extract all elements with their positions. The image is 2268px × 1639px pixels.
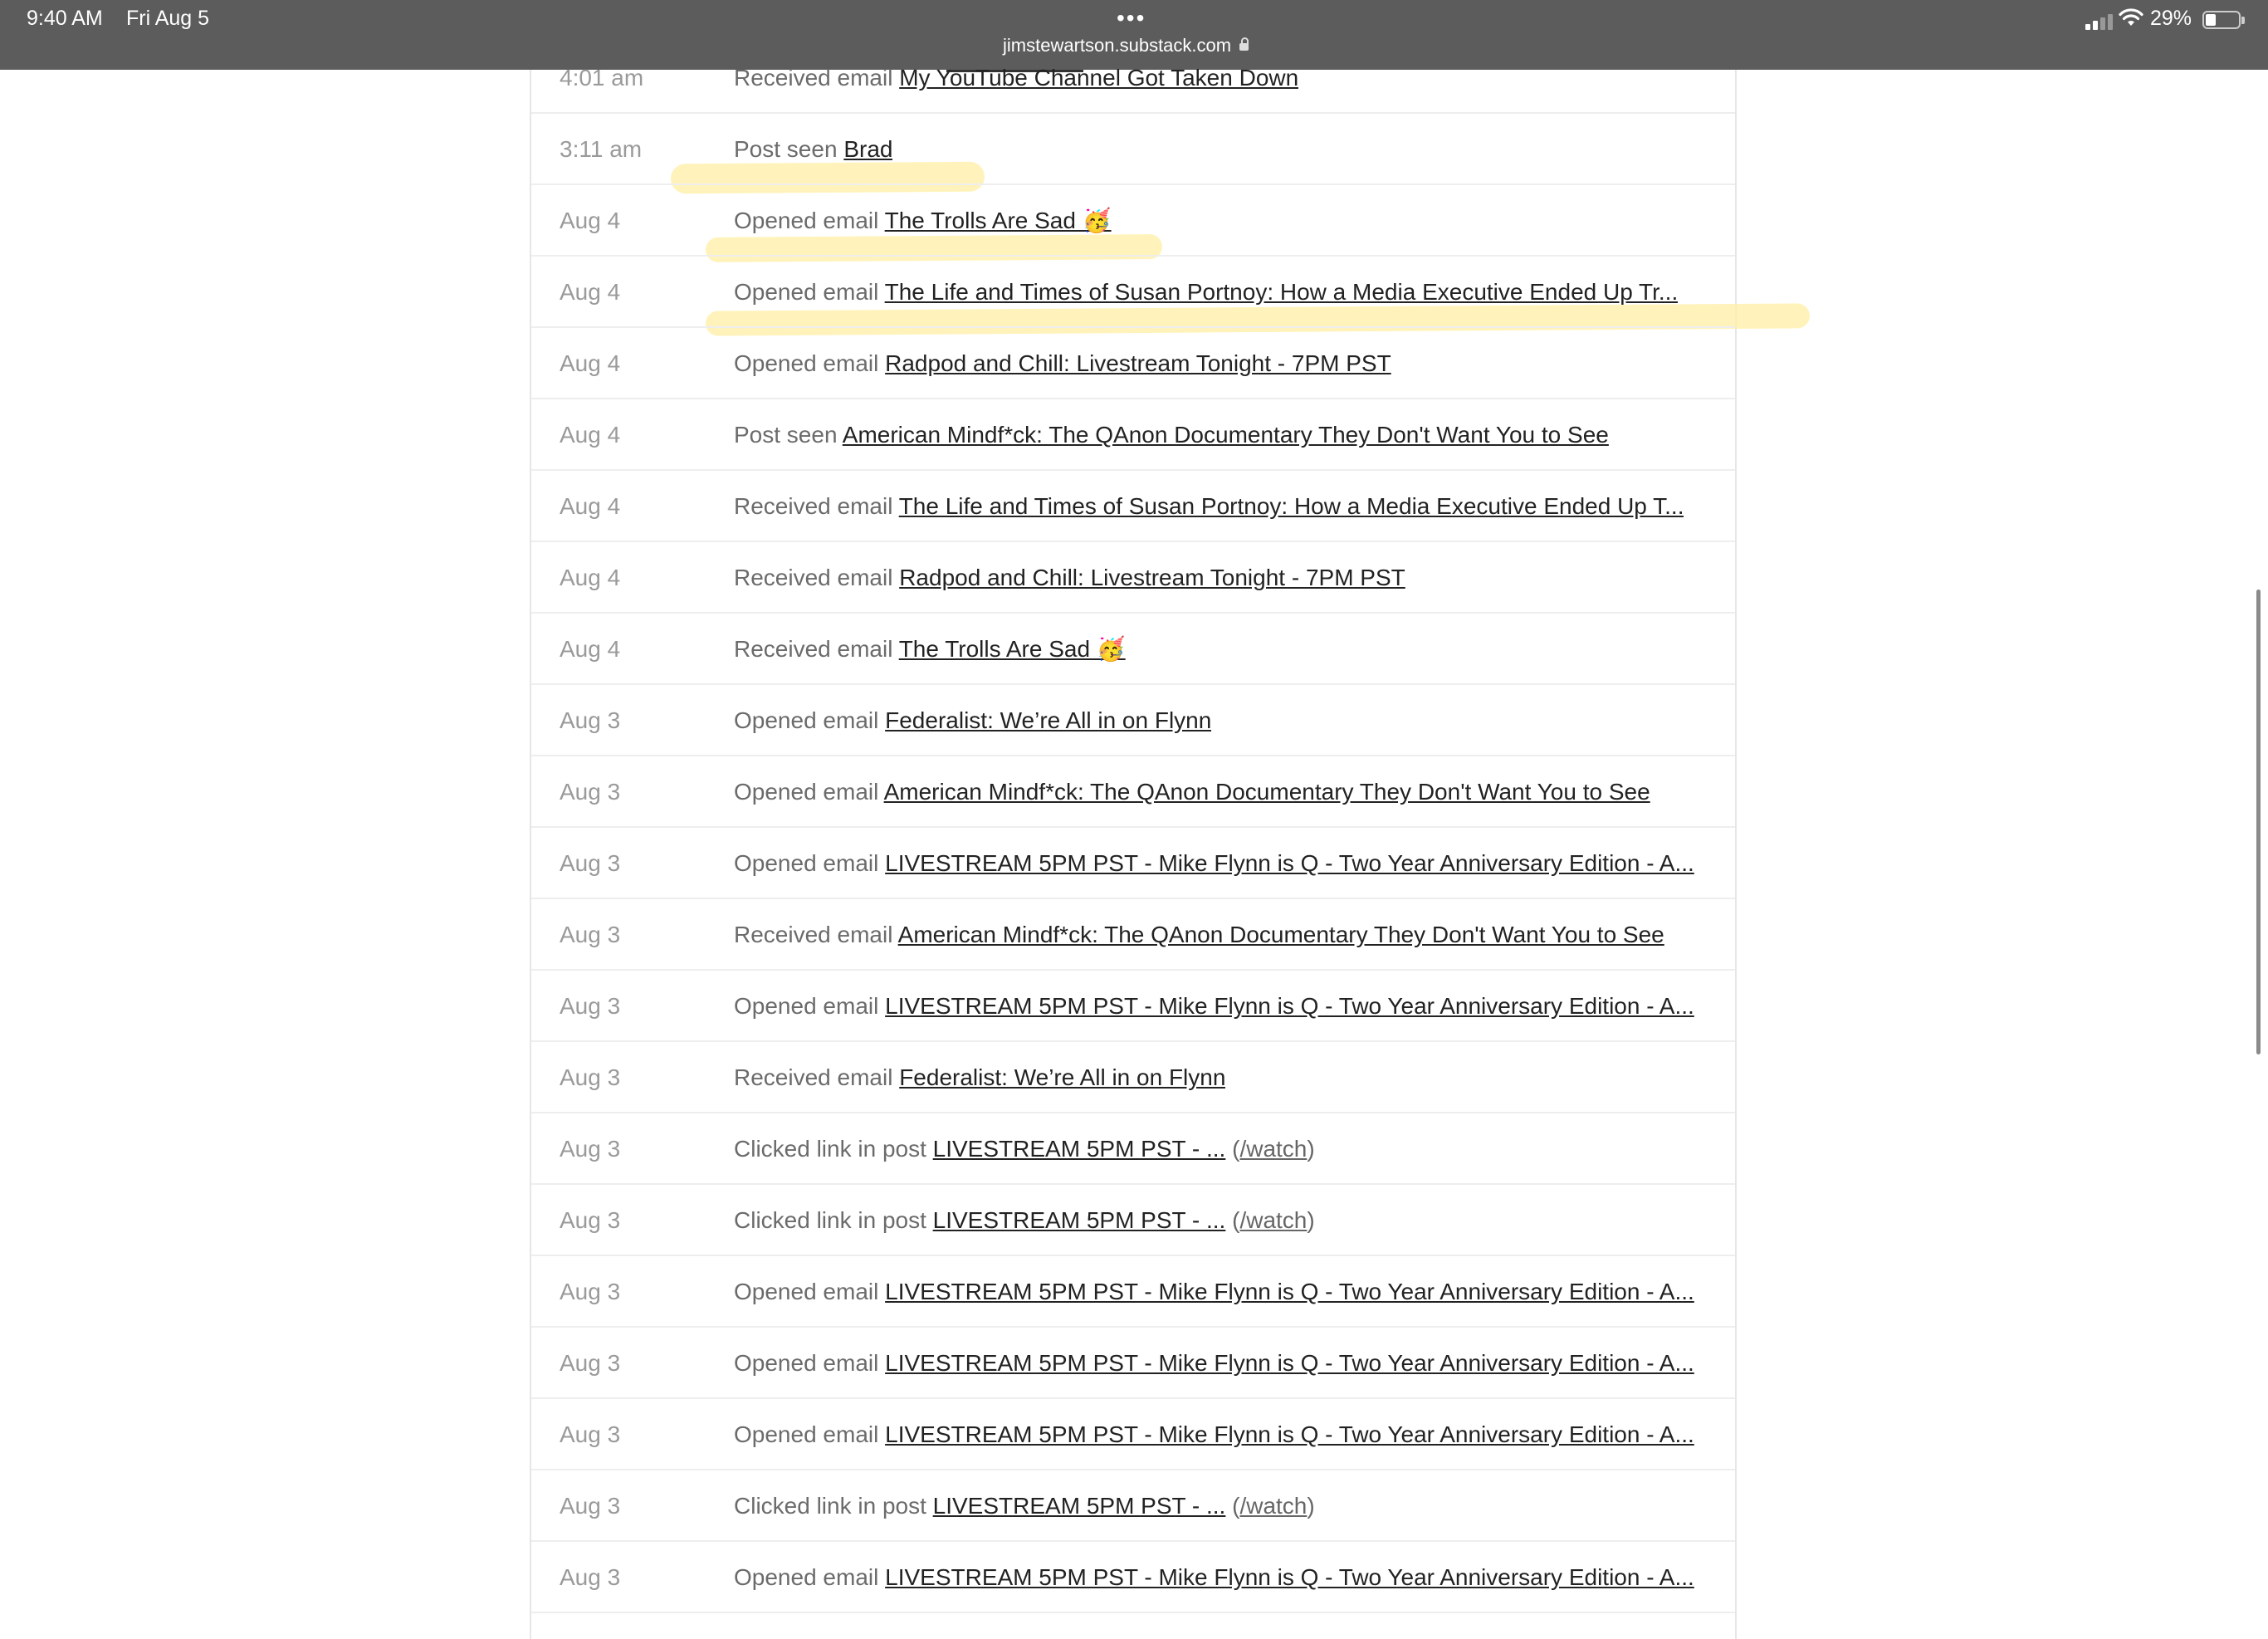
cellular-signal-icon — [2085, 13, 2114, 30]
activity-description — [734, 114, 892, 185]
activity-date: Aug 4 — [560, 636, 621, 662]
activity-date: Aug 3 — [560, 1279, 621, 1304]
activity-row — [531, 185, 1735, 257]
activity-action: Received email — [734, 493, 893, 519]
activity-date: Aug 3 — [560, 1064, 621, 1090]
activity-date: Aug 4 — [560, 493, 621, 519]
activity-description — [734, 971, 1694, 1042]
activity-date: Aug 3 — [560, 993, 621, 1019]
activity-action: Clicked link in post — [734, 1136, 926, 1162]
wifi-icon — [2119, 8, 2143, 28]
activity-row — [531, 899, 1735, 971]
activity-row — [531, 471, 1735, 542]
activity-title-link[interactable]: LIVESTREAM 5PM PST - Mike Flynn is Q - Two Year Anniversary Edition - A... — [885, 993, 1694, 1019]
activity-row — [531, 1328, 1735, 1399]
activity-row — [531, 328, 1735, 399]
activity-row — [531, 114, 1735, 185]
activity-date: Aug 4 — [560, 350, 621, 376]
activity-description — [734, 828, 1694, 899]
scrollbar[interactable] — [2256, 590, 2261, 1054]
status-time: 9:40 AM — [27, 7, 103, 30]
activity-row — [531, 971, 1735, 1042]
activity-description — [734, 1185, 1315, 1256]
status-date: Fri Aug 5 — [126, 7, 210, 30]
activity-date: Aug 3 — [560, 1207, 621, 1233]
battery-icon — [2202, 11, 2241, 29]
activity-action: Opened email — [734, 707, 879, 733]
activity-description — [734, 257, 1678, 328]
activity-action: Opened email — [734, 993, 879, 1019]
activity-action: Received email — [734, 922, 893, 947]
activity-date: Aug 3 — [560, 1421, 621, 1447]
activity-title-link[interactable]: Federalist: We’re All in on Flynn — [885, 707, 1212, 733]
activity-date: Aug 4 — [560, 565, 621, 590]
activity-date: Aug 3 — [560, 779, 621, 805]
activity-description — [734, 756, 1650, 828]
activity-row — [531, 542, 1735, 614]
activity-description — [734, 1256, 1694, 1328]
activity-title-link[interactable]: My YouTube Channel Got Taken Down — [899, 65, 1299, 91]
activity-action: Opened email — [734, 1350, 879, 1376]
activity-description — [734, 1113, 1315, 1185]
activity-description — [734, 1042, 1225, 1113]
activity-action: Opened email — [734, 1564, 879, 1590]
activity-description — [734, 542, 1405, 614]
activity-title-link[interactable]: LIVESTREAM 5PM PST - Mike Flynn is Q - Two Year Anniversary Edition - A... — [885, 850, 1694, 876]
activity-row — [531, 399, 1735, 471]
link-path-value[interactable]: /watch — [1239, 1136, 1308, 1162]
activity-action: Opened email — [734, 208, 879, 233]
activity-date: Aug 3 — [560, 1350, 621, 1376]
activity-date: Aug 3 — [560, 850, 621, 876]
activity-date: Aug 3 — [560, 1136, 621, 1162]
activity-description — [734, 685, 1211, 756]
activity-description — [734, 185, 1112, 257]
activity-title-link[interactable]: American Mindf*ck: The QAnon Documentary They Don't Want You to See — [842, 422, 1609, 448]
activity-title-link[interactable]: The Life and Times of Susan Portnoy: How a Media Executive Ended Up Tr... — [884, 279, 1679, 305]
activity-action: Clicked link in post — [734, 1207, 926, 1233]
activity-row — [531, 1399, 1735, 1470]
activity-list — [530, 65, 1737, 1639]
activity-row — [531, 1042, 1735, 1113]
activity-title-link[interactable]: LIVESTREAM 5PM PST - ... — [932, 1136, 1226, 1162]
activity-date: Aug 4 — [560, 279, 621, 305]
activity-title-link[interactable]: Federalist: We’re All in on Flynn — [899, 1064, 1226, 1090]
activity-row — [531, 828, 1735, 899]
activity-row — [531, 257, 1735, 328]
activity-title-link[interactable]: The Trolls Are Sad 🥳 — [884, 208, 1112, 233]
activity-description — [734, 42, 1298, 114]
activity-description — [734, 471, 1684, 542]
activity-date: 3:11 am — [560, 136, 643, 162]
activity-action: Received email — [734, 65, 893, 91]
activity-title-link[interactable]: LIVESTREAM 5PM PST - Mike Flynn is Q - Two Year Anniversary Edition - A... — [885, 1279, 1694, 1304]
activity-action: Opened email — [734, 850, 879, 876]
activity-date: Aug 3 — [560, 707, 621, 733]
activity-date: Aug 4 — [560, 208, 621, 233]
activity-description — [734, 614, 1126, 685]
activity-description — [734, 899, 1664, 971]
activity-title-link[interactable]: American Mindf*ck: The QAnon Documentary They Don't Want You to See — [897, 922, 1664, 947]
activity-title-link[interactable]: LIVESTREAM 5PM PST - Mike Flynn is Q - Two Year Anniversary Edition - A... — [885, 1421, 1694, 1447]
activity-action: Received email — [734, 565, 893, 590]
activity-date: 4:01 am — [560, 65, 644, 91]
activity-title-link[interactable]: Brad — [843, 136, 893, 162]
activity-action: Opened email — [734, 1279, 879, 1304]
link-path: (/watch) — [1225, 1493, 1315, 1519]
activity-title-link[interactable]: LIVESTREAM 5PM PST - ... — [932, 1493, 1226, 1519]
activity-title-link[interactable]: LIVESTREAM 5PM PST - Mike Flynn is Q - Two Year Anniversary Edition - A... — [885, 1564, 1694, 1590]
link-path: (/watch) — [1225, 1207, 1315, 1233]
activity-description — [734, 1328, 1694, 1399]
link-path: (/watch) — [1225, 1136, 1315, 1162]
activity-action: Post seen — [734, 136, 838, 162]
activity-row — [531, 685, 1735, 756]
activity-description — [734, 399, 1609, 471]
activity-title-link[interactable]: LIVESTREAM 5PM PST - Mike Flynn is Q - Two Year Anniversary Edition - A... — [885, 1350, 1694, 1376]
activity-action: Received email — [734, 636, 893, 662]
multitasking-dots-icon[interactable]: ••• — [1117, 5, 1146, 31]
battery-percentage: 29% — [2150, 7, 2192, 30]
activity-row — [531, 1185, 1735, 1256]
activity-title-link[interactable]: The Life and Times of Susan Portnoy: How a Media Executive Ended Up T... — [898, 493, 1684, 519]
url-text: jimstewartson.substack.com — [1003, 35, 1232, 56]
activity-action: Post seen — [734, 422, 838, 448]
activity-title-link[interactable]: Radpod and Chill: Livestream Tonight - 7PM PST — [885, 350, 1391, 376]
activity-row — [531, 756, 1735, 828]
activity-row — [531, 1542, 1735, 1613]
activity-description — [734, 1542, 1694, 1613]
activity-date: Aug 3 — [560, 922, 621, 947]
activity-date: Aug 4 — [560, 422, 621, 448]
activity-description — [734, 328, 1391, 399]
link-path-value[interactable]: /watch — [1239, 1207, 1308, 1233]
activity-row — [531, 1470, 1735, 1542]
activity-title-link[interactable]: American Mindf*ck: The QAnon Documentary They Don't Want You to See — [883, 779, 1650, 805]
activity-title-link[interactable]: Radpod and Chill: Livestream Tonight - 7PM PST — [899, 565, 1405, 590]
activity-description — [734, 1399, 1694, 1470]
activity-action: Opened email — [734, 1421, 879, 1447]
activity-description — [734, 1470, 1315, 1542]
link-path-value[interactable]: /watch — [1239, 1493, 1308, 1519]
activity-action: Opened email — [734, 350, 879, 376]
activity-action: Clicked link in post — [734, 1493, 926, 1519]
activity-action: Opened email — [734, 779, 879, 805]
activity-title-link[interactable]: The Trolls Are Sad 🥳 — [898, 636, 1126, 662]
activity-row — [531, 1256, 1735, 1328]
activity-action: Received email — [734, 1064, 893, 1090]
activity-date: Aug 3 — [560, 1564, 621, 1590]
activity-row — [531, 614, 1735, 685]
activity-action: Opened email — [734, 279, 879, 305]
activity-row — [531, 42, 1735, 114]
activity-row — [531, 1113, 1735, 1185]
activity-date: Aug 3 — [560, 1493, 621, 1519]
activity-title-link[interactable]: LIVESTREAM 5PM PST - ... — [932, 1207, 1226, 1233]
